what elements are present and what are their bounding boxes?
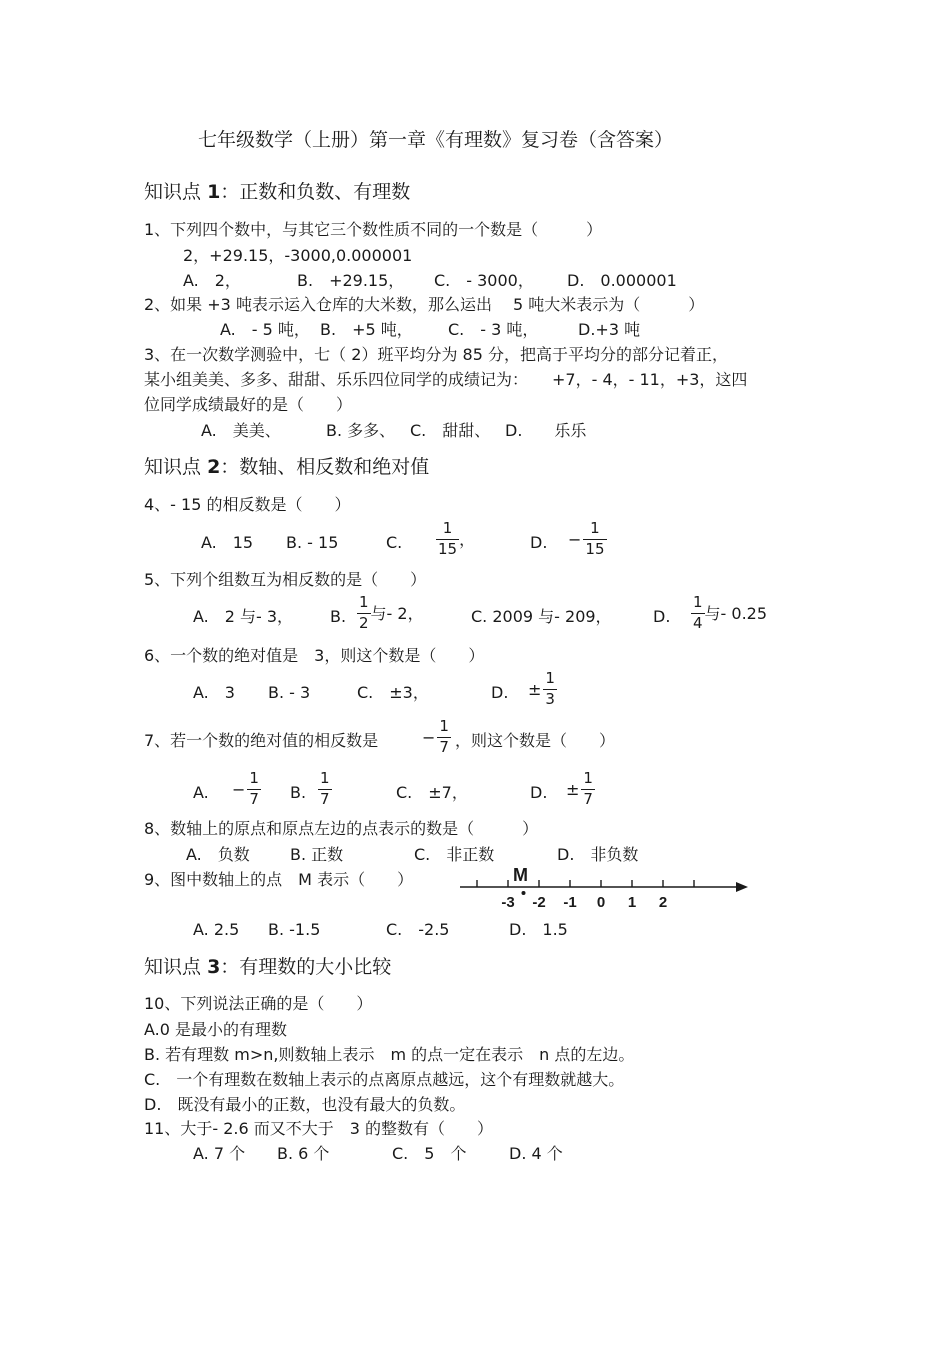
q5-option-d-label: D. [653, 607, 671, 626]
q8-option-d: D. 非负数 [557, 845, 639, 864]
q10-option-a: A.0 是最小的有理数 [144, 1020, 288, 1039]
section-3-heading [144, 956, 391, 979]
denominator: 7 [583, 789, 593, 808]
q5-option-b-value [357, 595, 424, 632]
q5-stem: 5、下列个组数互为相反数的是（ ） [144, 570, 427, 589]
q6-option-d-label: D. [491, 683, 509, 702]
number-line-tick-label: 2 [658, 894, 668, 911]
q4-option-a: A. 15 [201, 533, 254, 552]
punct: ， [459, 529, 476, 549]
q3-line-3: 位同学成绩最好的是（ ） [144, 395, 353, 414]
q6-option-b: B. - 3 [268, 683, 311, 702]
q5-option-a: A. 2 与- 3， [193, 607, 294, 626]
q11-option-b: B. 6 个 [277, 1144, 330, 1163]
q7-stem-pre: 7、若一个数的绝对值的相反数是 [144, 731, 379, 750]
denominator: 2 [359, 613, 369, 632]
sign: ± [566, 779, 580, 799]
q7-option-c: C. ±7， [396, 783, 468, 802]
q1-option-b: B. +29.15， [297, 271, 405, 290]
denominator: 4 [693, 613, 703, 632]
numerator: 1 [359, 593, 369, 611]
q1-option-c: C. - 3000， [434, 271, 534, 290]
denominator: 7 [439, 737, 449, 756]
number-line-arrow [736, 882, 748, 892]
q10-option-c: C. 一个有理数在数轴上表示的点离原点越远，这个有理数就越大。 [144, 1070, 625, 1089]
q2-option-c: C. - 3 吨， [448, 320, 539, 339]
q3-line-1: 3、在一次数学测验中，七（ 2）班平均分为 85 分，把高于平均分的部分记着正， [144, 345, 728, 364]
q9-option-d: D. 1.5 [509, 920, 568, 939]
fraction [543, 671, 557, 708]
section-prefix: 知识点 [144, 956, 202, 978]
q1-stem: 1、下列四个数中，与其它三个数性质不同的一个数是（ ） [144, 220, 603, 239]
q4-stem: 4、- 15 的相反数是（ ） [144, 495, 351, 514]
number-line-tick-label: 1 [627, 894, 637, 911]
q4-option-c-label: C. [386, 533, 403, 552]
q7-option-d-value [566, 771, 595, 808]
q3-option-b: B. 多多、 [326, 421, 396, 440]
q5-option-b-label: B. [330, 607, 347, 626]
numerator: 1 [249, 769, 259, 787]
q10-option-d: D. 既没有最小的正数，也没有最大的负数。 [144, 1095, 466, 1114]
section-number: 2 [207, 456, 221, 478]
q6-option-a: A. 3 [193, 683, 235, 702]
section-prefix: 知识点 [144, 181, 202, 203]
number-line-figure [456, 860, 756, 915]
fraction [583, 521, 606, 558]
q10-stem: 10、下列说法正确的是（ ） [144, 994, 373, 1013]
section-name: ：有理数的大小比较 [220, 956, 392, 978]
q1-option-a: A. 2， [183, 271, 241, 290]
number-line-tick-label: -2 [532, 894, 546, 911]
section-2-heading [144, 456, 429, 479]
fraction [581, 771, 595, 808]
q3-option-d: D. 乐乐 [505, 421, 587, 440]
fraction [691, 595, 705, 632]
q9-option-b: B. -1.5 [268, 920, 321, 939]
q2-option-a: A. - 5 吨， [220, 320, 310, 339]
numerator: 1 [442, 519, 453, 537]
q11-option-d: D. 4 个 [509, 1144, 563, 1163]
numerator: 1 [320, 769, 330, 787]
page-title: 七年级数学（上册）第一章《有理数》复习卷（含答案） [198, 129, 674, 151]
number-line-ticks [477, 880, 694, 887]
q4-option-d-label: D. [530, 533, 548, 552]
number-line-tick-label: 0 [596, 894, 606, 911]
q7-option-b-label: B. [290, 783, 307, 802]
q3-line-2: 某小组美美、多多、甜甜、乐乐四位同学的成绩记为： +7，- 4，- 11，+3，这四 [144, 370, 748, 389]
fraction [437, 719, 451, 756]
q4-option-c-value [436, 521, 475, 558]
q8-option-a: A. 负数 [186, 845, 250, 864]
q1-option-d: D. 0.000001 [567, 271, 677, 290]
numerator: 1 [439, 717, 449, 735]
q10-option-b: B. 若有理数 m>n,则数轴上表示 m 的点一定在表示 n 点的左边。 [144, 1045, 635, 1064]
denominator: 7 [320, 789, 330, 808]
section-prefix: 知识点 [144, 456, 202, 478]
denominator: 15 [438, 539, 458, 558]
denominator: 15 [585, 539, 605, 558]
q7-option-b-value [318, 771, 332, 808]
section-name: ：正数和负数、有理数 [220, 181, 411, 203]
number-line-labels [501, 894, 667, 911]
fraction [357, 595, 371, 632]
q4-option-d-value [568, 521, 607, 558]
q9-stem: 9、图中数轴上的点 M 表示（ ） [144, 870, 414, 889]
section-name: ：数轴、相反数和绝对值 [220, 456, 430, 478]
numerator: 1 [693, 593, 703, 611]
q8-option-b: B. 正数 [290, 845, 344, 864]
numerator: 1 [545, 669, 555, 687]
q9-option-c: C. -2.5 [386, 920, 450, 939]
q11-option-c: C. 5 个 [392, 1144, 467, 1163]
q4-option-b: B. - 15 [286, 533, 339, 552]
q8-option-c: C. 非正数 [414, 845, 495, 864]
denominator: 7 [249, 789, 259, 808]
q8-stem: 8、数轴上的原点和原点左边的点表示的数是（ ） [144, 819, 539, 838]
q9-option-a: A. 2.5 [193, 920, 240, 939]
q7-option-a-label: A. [193, 783, 209, 802]
fraction [436, 521, 459, 558]
q3-option-a: A. 美美、 [201, 421, 281, 440]
q7-option-a-value [232, 771, 261, 808]
sign: − [568, 529, 582, 549]
fraction [318, 771, 332, 808]
tail: 与- 2， [370, 603, 424, 623]
q2-option-d: D.+3 吨 [578, 320, 641, 339]
q1-data: 2，+29.15，-3000,0.000001 [183, 246, 413, 265]
q6-option-c: C. ±3， [357, 683, 429, 702]
sign: ± [528, 679, 542, 699]
q11-stem: 11、大于- 2.6 而又不大于 3 的整数有（ ） [144, 1119, 494, 1138]
section-number: 1 [207, 181, 221, 203]
tail: 与- 0.25 [704, 603, 768, 623]
numerator: 1 [590, 519, 600, 537]
sign: − [232, 779, 246, 799]
q6-option-d-value [528, 671, 557, 708]
number-line-tick-label: -3 [501, 894, 515, 911]
q2-stem: 2、如果 +3 吨表示运入仓库的大米数，那么运出 5 吨大米表示为（ ） [144, 295, 705, 314]
q5-option-d-value [691, 595, 767, 632]
q3-option-c: C. 甜甜、 [410, 421, 491, 440]
fraction [247, 771, 261, 808]
number-line-tick-label: -1 [563, 894, 577, 911]
q5-option-c: C. 2009 与- 209， [471, 607, 612, 626]
q11-option-a: A. 7 个 [193, 1144, 246, 1163]
section-number: 3 [207, 956, 221, 978]
number-line-point-label: M [513, 865, 528, 885]
q6-stem: 6、一个数的绝对值是 3，则这个数是（ ） [144, 646, 485, 665]
q2-option-b: B. +5 吨， [320, 320, 413, 339]
number-line-point-m [522, 891, 526, 895]
denominator: 3 [545, 689, 555, 708]
numerator: 1 [583, 769, 593, 787]
sign: − [422, 727, 436, 747]
section-1-heading [144, 181, 410, 204]
q7-option-d-label: D. [530, 783, 548, 802]
q7-stem-post: ，则这个数是（ ） [455, 731, 616, 750]
q7-stem-fraction [422, 719, 451, 756]
